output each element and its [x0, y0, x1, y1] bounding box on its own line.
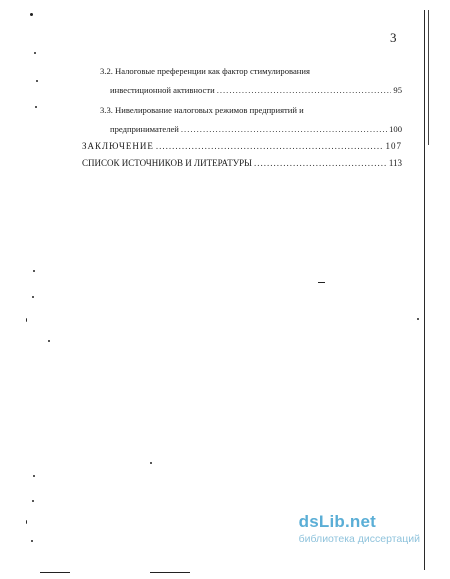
scan-speck — [417, 318, 419, 320]
scan-speck — [33, 270, 35, 272]
page-edge-rule — [424, 10, 425, 570]
toc-entry-page: 113 — [388, 158, 402, 169]
toc-entry-text: предпринимателей — [110, 124, 179, 135]
toc-leader-dots — [254, 158, 387, 169]
scan-speck — [34, 52, 36, 54]
dslib-watermark — [299, 512, 420, 545]
scan-speck — [150, 462, 152, 464]
toc-entry-3-3-line2 — [82, 124, 402, 135]
scan-speck — [35, 106, 37, 108]
toc-entry-page: 107 — [385, 140, 402, 151]
scan-speck — [150, 572, 190, 573]
toc-entry-3-2-line2 — [82, 85, 402, 96]
scan-speck — [26, 318, 27, 322]
page-edge-rule-inner — [428, 10, 429, 145]
toc-entry-text: 3.3. Нивелирование налоговых режимов предприятий и — [100, 105, 304, 116]
toc-leader-dots — [181, 124, 387, 135]
watermark-subtitle: библиотека диссертаций — [298, 533, 420, 545]
toc-leader-dots — [217, 85, 392, 96]
toc-entry-references — [82, 158, 402, 169]
scan-speck — [33, 475, 35, 477]
scan-speck — [32, 296, 34, 298]
toc-leader-dots — [156, 141, 384, 152]
table-of-contents — [82, 60, 402, 169]
toc-entry-3-2-line1 — [82, 66, 402, 77]
scan-speck — [26, 520, 27, 524]
toc-entry-text: 3.2. Налоговые преференции как фактор стимулирования — [100, 66, 310, 76]
toc-entry-text: СПИСОК ИСТОЧНИКОВ И ЛИТЕРАТУРЫ — [82, 158, 252, 169]
scan-speck — [31, 540, 33, 542]
toc-entry-page: 95 — [393, 84, 402, 95]
scan-speck — [40, 572, 70, 573]
scan-speck — [36, 80, 38, 82]
scan-speck — [32, 500, 34, 502]
scan-speck — [30, 13, 33, 16]
watermark-logo: dsLib.net — [298, 512, 376, 531]
page-number: 3 — [390, 30, 397, 45]
toc-entry-page: 100 — [389, 124, 402, 135]
toc-entry-text: ЗАКЛЮЧЕНИЕ — [82, 140, 154, 151]
scan-speck — [318, 282, 325, 283]
scan-speck — [48, 340, 50, 342]
toc-entry-conclusion — [82, 141, 402, 152]
toc-entry-text: инвестиционной активности — [110, 84, 215, 95]
toc-entry-3-3-line1 — [82, 105, 402, 116]
